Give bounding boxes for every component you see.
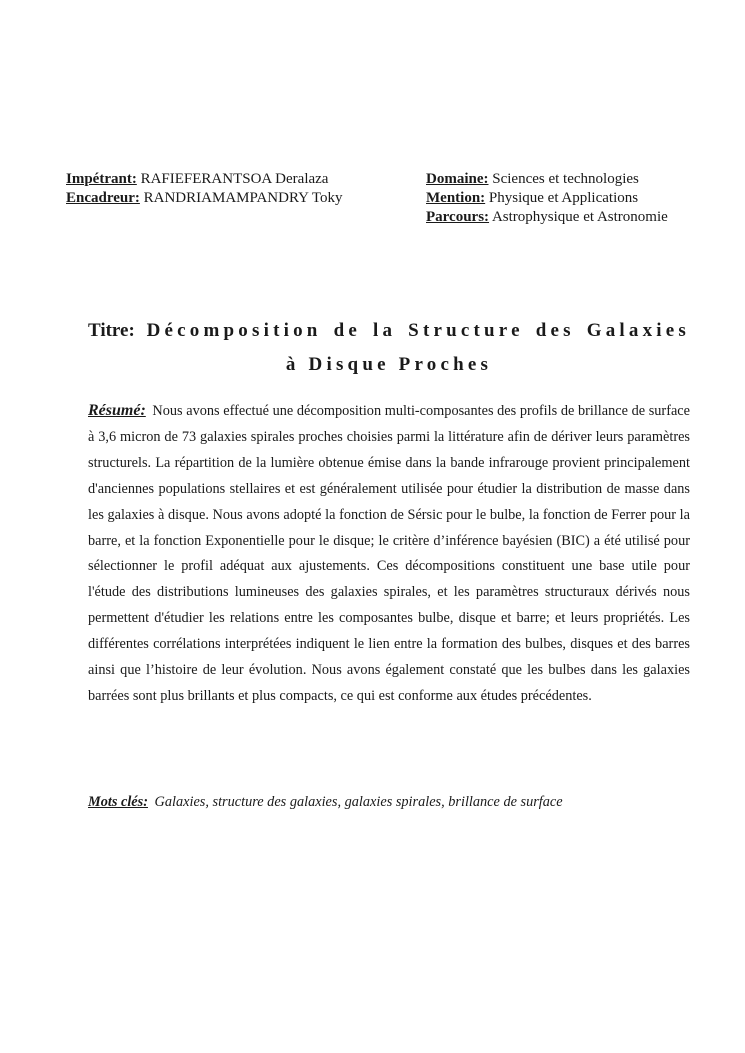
author-info [66, 170, 343, 208]
abstract-text: Nous avons effectué une décomposition multi-composantes des profils de brillance de surface à 3,6 micron de 73 galaxies spirales proches choisies parmi la littérature afin de dériver leurs paramètres structurels. La répartition de la lumière obtenue émise dans la bande infrarouge provient principalement d'anciennes populations stellaires et est généralement utilisée pour étudier la distribution de masse dans les galaxies à disque. Nous avons adopté la fonction de Sérsic pour le bulbe, la fonction de Ferrer pour la barre, et la fonction Exponentielle pour le disque; le critère d’inférence bayésien (BIC) a été utilisé pour sélectionner le profil adéquat aux ajustements. Ces décompositions constituent une base utile pour l'étude des distributions lumineuses des galaxies spirales, et les paramètres structuraux dérivés nous permettent d'étudier les relations entre les composantes bulbe, disque et barre; et leurs propriétés. Les différentes corrélations interprétées indiquent le lien entre la formation des bulbes, disques et des barres ainsi que l’histoire de leur évolution. Nous avons également constaté que les bulbes dans les galaxies barrées sont plus brillants et plus compacts, ce qui est conforme aux études précédentes. [88, 403, 690, 704]
parcours-value: Astrophysique et Astronomie [489, 209, 668, 225]
mention-row [426, 189, 668, 208]
impetrant-row [66, 170, 343, 189]
keywords-value: Galaxies, structure des galaxies, galaxies spirales, brillance de surface [154, 794, 563, 810]
mention-label: Mention: [426, 190, 486, 206]
title-label: Titre: [88, 320, 135, 341]
domaine-value: Sciences et technologies [488, 171, 639, 187]
domaine-label: Domaine: [426, 171, 489, 187]
title-text: Décomposition de la Structure des Galaxies à Disque Proches [146, 320, 691, 375]
thesis-title [88, 314, 690, 382]
keywords [88, 792, 708, 812]
program-info [426, 170, 668, 227]
keywords-label: Mots clés: [88, 794, 148, 810]
impetrant-label: Impétrant: [66, 171, 137, 187]
encadreur-label: Encadreur: [66, 190, 140, 206]
parcours-row [426, 208, 668, 227]
mention-value: Physique et Applications [485, 190, 639, 206]
domaine-row [426, 170, 668, 189]
impetrant-value: RAFIEFERANTSOA Deralaza [136, 171, 329, 187]
parcours-label: Parcours: [426, 209, 490, 225]
abstract-label: Résumé: [88, 402, 146, 419]
encadreur-row [66, 189, 343, 208]
encadreur-value: RANDRIAMAMPANDRY Toky [139, 190, 343, 206]
abstract [88, 398, 690, 710]
